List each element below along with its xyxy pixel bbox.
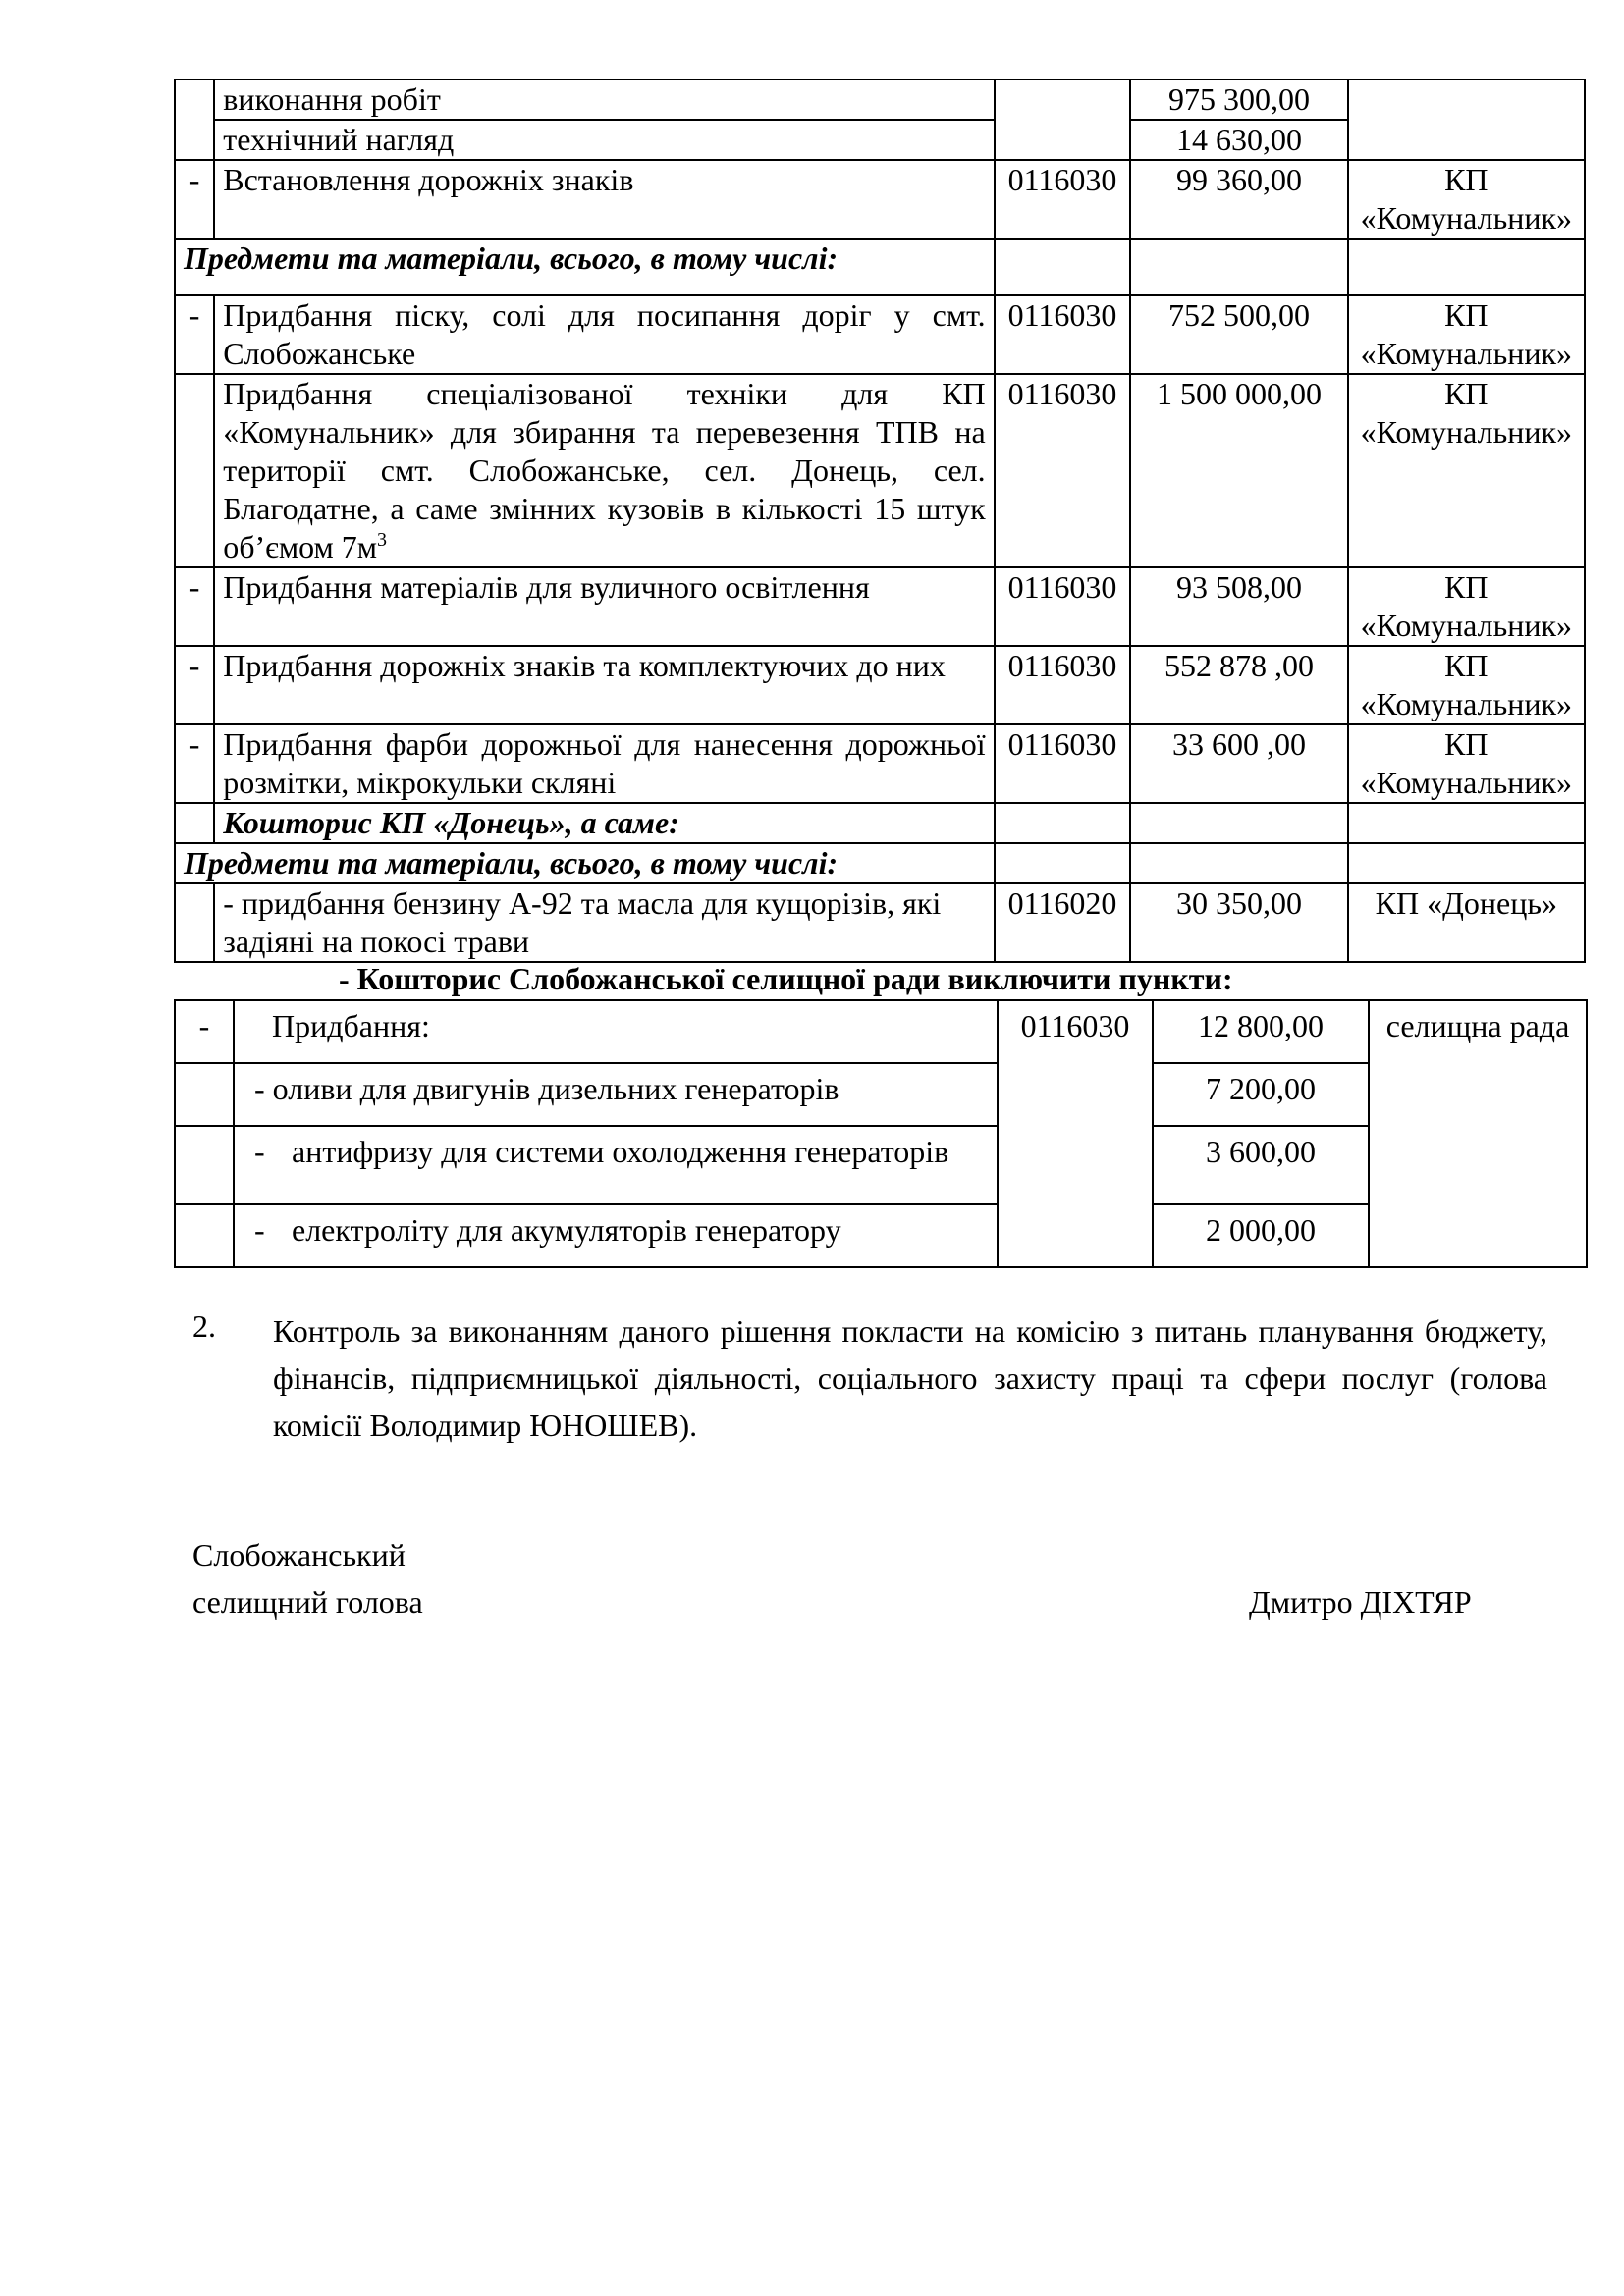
executor-cell [1348, 160, 1585, 239]
table-row [175, 160, 1585, 239]
dash-cell [175, 803, 214, 843]
signature-name: Дмитро ДІХТЯР [1249, 1584, 1472, 1620]
signature-title [192, 1531, 423, 1626]
section-header-row [175, 239, 1585, 295]
item-name [234, 1204, 998, 1267]
executor-line: КП [1444, 569, 1489, 605]
executor-cell [1348, 724, 1585, 803]
item-text: антифризу для системи охолодження генераторів [292, 1134, 949, 1169]
item-text: електроліту для акумуляторів генератору [292, 1212, 841, 1248]
code-cell: 0116030 [995, 646, 1131, 724]
code-cell [995, 803, 1131, 843]
table-row [175, 295, 1585, 374]
dash-cell [175, 883, 214, 962]
item-name: технічний нагляд [214, 120, 994, 160]
dash-cell: - [175, 567, 214, 646]
executor-cell: селищна рада [1369, 1000, 1587, 1267]
table-row [175, 80, 1585, 120]
executor-line: КП [1444, 162, 1489, 197]
executor-cell [1348, 803, 1585, 843]
dash-cell [175, 80, 214, 160]
item-name: - придбання бензину А-92 та масла для кущорізів, які задіяні на покосі трави [214, 883, 994, 962]
item-name: Придбання піску, солі для посипання доріг у смт. Слобожанське [214, 295, 994, 374]
executor-line: КП [1444, 648, 1489, 683]
item-prefix: - [254, 1212, 265, 1248]
executor-cell [1348, 374, 1585, 567]
budget-table-2 [174, 999, 1588, 1268]
executor-line: КП [1444, 376, 1489, 411]
executor-line: «Комунальник» [1360, 686, 1572, 721]
item-name: виконання робіт [214, 80, 994, 120]
table-row [175, 567, 1585, 646]
dash-cell: - [175, 1000, 234, 1063]
sum-cell [1130, 803, 1347, 843]
signature-title-line: Слобожанський [192, 1537, 406, 1573]
budget-table-1 [174, 79, 1586, 963]
executor-cell [1348, 646, 1585, 724]
sum-cell: 99 360,00 [1130, 160, 1347, 239]
item-name: Придбання спеціалізованої техніки для КП «Комунальник» для збирання та перевезення ТПВ на території смт. Слобожанське, сел. Донець, сел. Благодатне, а саме змінних кузовів в кількості 15 штук об’ємом $7м^3$ [214, 374, 994, 567]
paragraph-number: 2. [192, 1308, 216, 1344]
executor-line: «Комунальник» [1360, 608, 1572, 643]
item-name: Придбання фарби дорожньої для нанесення дорожньої розмітки, мікрокульки скляні [214, 724, 994, 803]
code-cell: 0116030 [998, 1000, 1153, 1267]
executor-line: «Комунальник» [1360, 336, 1572, 371]
executor-line: «Комунальник» [1360, 200, 1572, 236]
executor-line: «Комунальник» [1360, 765, 1572, 800]
code-cell: 0116030 [995, 295, 1131, 374]
code-cell: 0116020 [995, 883, 1131, 962]
item-name: Придбання матеріалів для вуличного освітлення [214, 567, 994, 646]
table-row [175, 646, 1585, 724]
section-header-row [175, 803, 1585, 843]
sum-cell: 752 500,00 [1130, 295, 1347, 374]
dash-cell [175, 1063, 234, 1126]
sum-cell [1130, 239, 1347, 295]
table-row [175, 374, 1585, 567]
executor-cell [1348, 239, 1585, 295]
executor-line: «Комунальник» [1360, 414, 1572, 450]
sum-cell: 33 600 ,00 [1130, 724, 1347, 803]
table-row [175, 724, 1585, 803]
section-header: Кошторис КП «Донець», а саме: [214, 803, 994, 843]
executor-cell [1348, 567, 1585, 646]
executor-line: КП [1444, 726, 1489, 762]
exclusion-heading: - Кошторис Слобожанської селищної ради виключити пункти: [339, 961, 1233, 996]
dash-cell: - [175, 646, 214, 724]
sum-cell: 2 000,00 [1153, 1204, 1369, 1267]
sum-cell: 14 630,00 [1130, 120, 1347, 160]
section-header: Предмети та матеріали, всього, в тому числі: [175, 239, 995, 295]
executor-line: КП [1444, 297, 1489, 333]
dash-cell [175, 374, 214, 567]
sum-cell: 12 800,00 [1153, 1000, 1369, 1063]
dash-cell: - [175, 724, 214, 803]
executor-cell [1348, 80, 1585, 160]
paragraph-text: Контроль за виконанням даного рішення покласти на комісію з питань планування бюджету, фінансів, підприємницької діяльності, соціального захисту праці та сфери послуг (голова комісії Володимир ЮНОШЕВ). [273, 1313, 1547, 1443]
code-cell [995, 843, 1131, 883]
sum-cell: 975 300,00 [1130, 80, 1347, 120]
table-row [175, 883, 1585, 962]
item-name: Придбання дорожніх знаків та комплектуючих до них [214, 646, 994, 724]
section-header: Предмети та матеріали, всього, в тому числі: [175, 843, 995, 883]
sum-cell [1130, 843, 1347, 883]
signature-title-line: селищний голова [192, 1584, 423, 1620]
sum-cell: 30 350,00 [1130, 883, 1347, 962]
code-cell: 0116030 [995, 567, 1131, 646]
dash-cell: - [175, 295, 214, 374]
executor-cell [1348, 295, 1585, 374]
executor-cell: КП «Донець» [1348, 883, 1585, 962]
dash-cell [175, 1204, 234, 1267]
item-name: Встановлення дорожніх знаків [214, 160, 994, 239]
sum-cell: 3 600,00 [1153, 1126, 1369, 1204]
code-cell: 0116030 [995, 724, 1131, 803]
code-cell: 0116030 [995, 374, 1131, 567]
item-name: Придбання: [234, 1000, 998, 1063]
dash-cell [175, 1126, 234, 1204]
code-cell [995, 80, 1131, 160]
dash-cell: - [175, 160, 214, 239]
executor-cell [1348, 843, 1585, 883]
sum-cell: 7 200,00 [1153, 1063, 1369, 1126]
sum-cell: 93 508,00 [1130, 567, 1347, 646]
resolution-paragraph [192, 1308, 1547, 1449]
code-cell [995, 239, 1131, 295]
code-cell: 0116030 [995, 160, 1131, 239]
table-row [175, 1000, 1587, 1063]
section-header-row [175, 843, 1585, 883]
item-prefix: - [254, 1134, 265, 1169]
item-name [234, 1126, 998, 1204]
sum-cell: 1 500 000,00 [1130, 374, 1347, 567]
sum-cell: 552 878 ,00 [1130, 646, 1347, 724]
item-name: - оливи для двигунів дизельних генераторів [234, 1063, 998, 1126]
